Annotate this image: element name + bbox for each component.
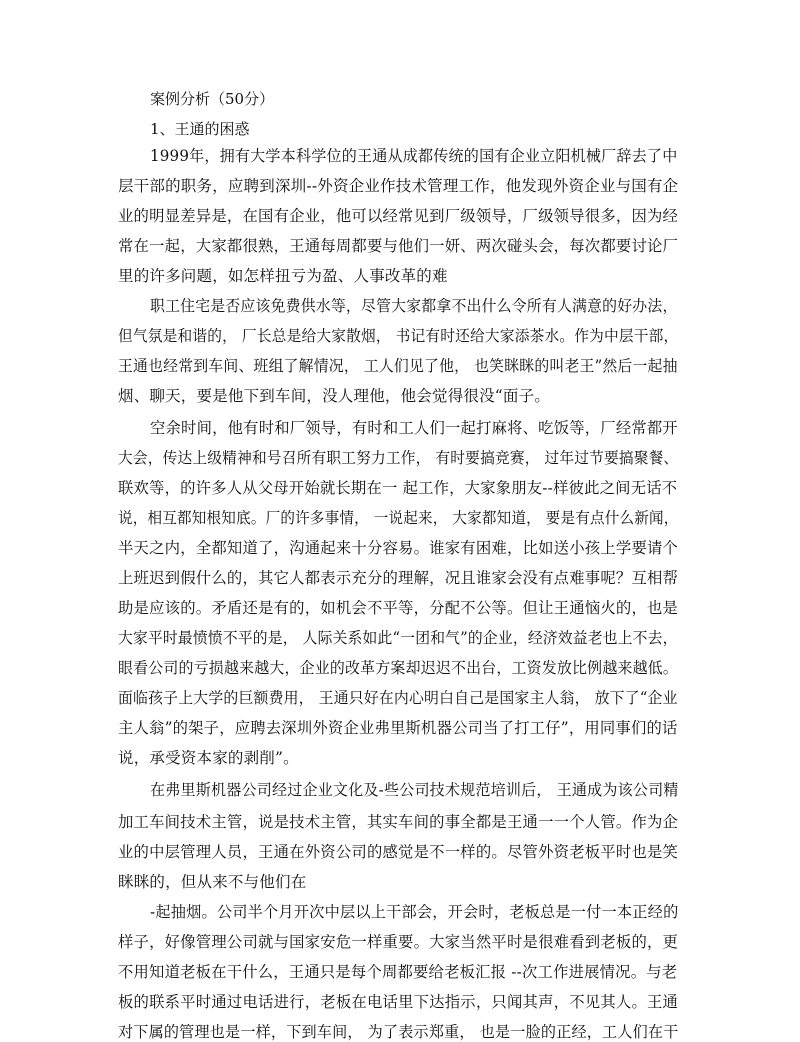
text-line: 板的联系平时通过电话进行，老板在电话里下达指示，只闻其声，不见其人。王通 [118,993,679,1011]
text-line: 业的明显差异是，在国有企业，他可以经常见到厂级领导，厂级领导很多，因为经 [118,207,679,225]
text-line: 说，相互都知根知底。厂的许多事情， 一说起来， 大家都知道， 要是有点什么新闻， [118,509,679,527]
text-line: 半天之内，全都知道了，沟通起来十分容易。谁家有困难，比如送小孩上学要请个 [118,539,679,557]
text-line: 主人翁”的架子，应聘去深圳外资企业弗里斯机器公司当了打工仔”，用同事们的话 [118,719,678,737]
text-line: 眼看公司的亏损越来越大，企业的改革方案却迟迟不出台，工资发放比例越来越低。 [118,659,678,677]
text-line: 但气氛是和谐的， 厂长总是给大家散烟， 书记有时还给大家添茶水。作为中层干部， [118,327,679,345]
case-title: 1、王通的困惑 [150,120,250,138]
text-line: 大家平时最愤愤不平的是， 人际关系如此“一团和气”的企业，经济效益老也上不去， [118,629,678,647]
text-line: 1999年，拥有大学本科学位的王通从成都传统的国有企业立阳机械厂辞去了中 [150,147,678,165]
text-line: 不用知道老板在干什么，王通只是每个周都要给老板汇报 --次工作进展情况。与老 [118,963,678,981]
text-line: 大会，传达上级精神和号召所有职工努力工作， 有时要搞竞赛， 过年过节要搞聚餐、 [118,449,679,467]
text-line: 层干部的职务，应聘到深圳--外资企业作技术管理工作，他发现外资企业与国有企 [118,177,679,195]
text-line: 眯眯的，但从来不与他们在 [118,873,307,891]
text-line: 加工车间技术主管，说是技术主管，其实车间的事全都是王通一一个人管。作为企 [118,813,679,831]
text-line: 常在一起，大家都很熟，王通每周都要与他们一妍、两次碰头会，每次都要讨论厂 [118,237,679,255]
text-line: 说，承受资本家的剥削”。 [118,749,299,767]
section-title: 案例分析（50分） [150,90,275,108]
text-line: 业的中层管理人员，王通在外资公司的感觉是不一样的。尽管外资老板平时也是笑 [118,843,679,861]
text-line: 助是应该的。矛盾还是有的，如机会不平等，分配不公等。但让王通恼火的，也是 [118,599,679,617]
text-line: 对下属的管理也是一样，下到车间， 为了表示郑重， 也是一脸的正经，工人们在干 [118,1023,679,1041]
text-line: 上班迟到假什么的，其它人都表示充分的理解，况且谁家会没有点难事呢？互相帮 [118,569,679,587]
text-line: 面临孩子上大学的巨额费用， 王通只好在内心明白自己是国家主人翁， 放下了“企业 [118,689,678,707]
text-line: 职工住宅是否应该免费供水等，尽管大家都拿不出什么令所有人满意的好办法， [150,297,678,315]
text-line: 烟、聊天，要是他下到车间，没人理他，他会觉得很没“面子。 [118,387,551,405]
text-line: 联欢等，的许多人从父母开始就长期在一 起工作，大家象朋友--样彼此之间无话不 [118,479,678,497]
text-line: 样子，好像管理公司就与国家安危一样重要。大家当然平时是很难看到老板的，更 [118,933,679,951]
text-line: 王通也经常到车间、班组了解情况， 工人们见了他， 也笑眯眯的叫老王”然后一起抽 [118,357,678,375]
text-line: 在弗里斯机器公司经过企业文化及-些公司技术规范培训后， 王通成为该公司精 [150,781,679,799]
text-line: 空余时间，他有时和厂领导，有时和工人们一起打麻将、吃饭等，厂经常都开 [150,419,678,437]
text-line: -起抽烟。公司半个月开次中层以上干部会，开会时，老板总是一付一本正经的 [150,903,679,921]
text-line: 里的许多问题，如怎样扭亏为盈、人事改革的难 [118,267,448,285]
